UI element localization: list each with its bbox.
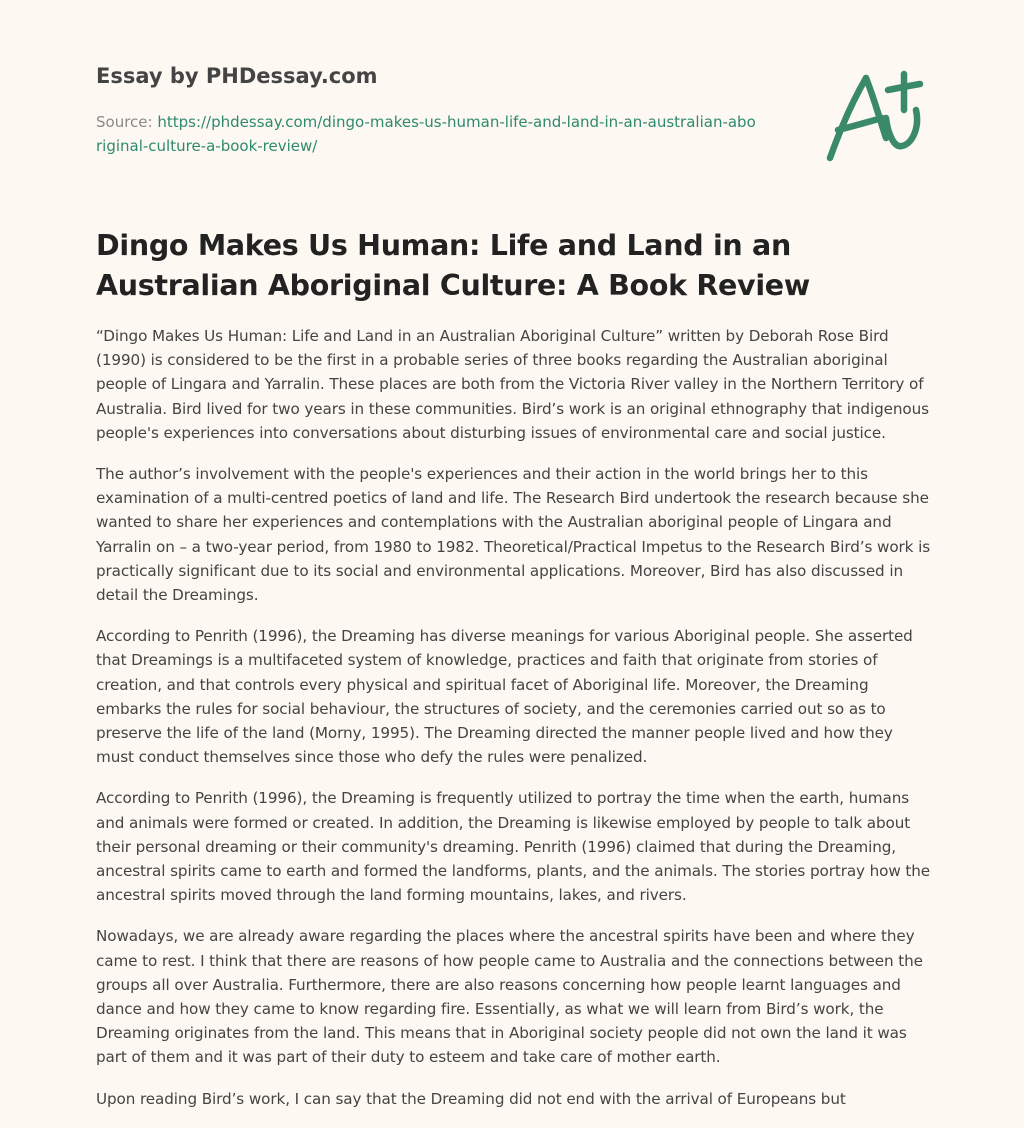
source-line <box>96 110 756 158</box>
essay-title: Dingo Makes Us Human: Life and Land in an Australian Aboriginal Culture: A Book Review <box>96 229 810 302</box>
essay-body <box>96 324 932 1128</box>
source-link[interactable]: https://phdessay.com/dingo-makes-us-human-life-and-land-in-an-australian-aboriginal-culture-a-book-review/ <box>96 113 756 155</box>
site-brand: Essay by PHDessay.com <box>96 64 378 88</box>
source-label: Source: <box>96 113 158 131</box>
essay-paragraph: According to Penrith (1996), the Dreaming has diverse meanings for various Aboriginal people. She asserted that Dreamings is a multifaceted system of knowledge, practices and faith that originate from stories of creation, and that controls every physical and spiritual facet of Aboriginal life. Moreover, the Dreaming embarks the rules for social behaviour, the structures of society, and the ceremonies carried out so as to preserve the life of the land (Morny, 1995). The Dreaming directed the manner people lived and how they must conduct themselves since those who defy the rules were penalized. <box>96 627 913 767</box>
essay-paragraph: Upon reading Bird’s work, I can say that the Dreaming did not end with the arrival of Europeans but <box>96 1089 846 1108</box>
a-plus-grade-logo-icon <box>822 68 926 164</box>
essay-paragraph: Nowadays, we are already aware regarding the places where the ancestral spirits have been and where they came to rest. I think that there are reasons of how people came to Australia and the connections between the groups all over Australia. Furthermore, there are also reasons concerning how people learnt languages and dance and how they came to know regarding fire. Essentially, as what we will learn from Bird’s work, the Dreaming originates from the land. This means that in Aboriginal society people did not own the land it was part of them and it was part of their duty to esteem and take care of mother earth. <box>96 927 923 1067</box>
essay-paragraph: According to Penrith (1996), the Dreaming is frequently utilized to portray the time when the earth, humans and animals were formed or created. In addition, the Dreaming is likewise employed by people to talk about their personal dreaming or their community's dreaming. Penrith (1996) claimed that during the Dreaming, ancestral spirits came to earth and formed the landforms, plants, and the animals. The stories portray how the ancestral spirits moved through the land forming mountains, lakes, and rivers. <box>96 789 931 905</box>
essay-paragraph: “Dingo Makes Us Human: Life and Land in an Australian Aboriginal Culture” written by Deborah Rose Bird (1990) is considered to be the first in a probable series of three books regarding the Australian aboriginal people of Lingara and Yarralin. These places are both from the Victoria River valley in the Northern Territory of Australia. Bird lived for two years in these communities. Bird’s work is an original ethnography that indigenous people's experiences into conversations about disturbing issues of environmental care and social justice. <box>96 327 929 442</box>
essay-paragraph: The author’s involvement with the people's experiences and their action in the world brings her to this examination of a multi-centred poetics of land and life. The Research Bird undertook the research because she wanted to share her experiences and contemplations with the Australian aboriginal people of Lingara and Yarralin on – a two-year period, from 1980 to 1982. Theoretical/Practical Impetus to the Research Bird’s work is practically significant due to its social and environmental applications. Moreover, Bird has also discussed in detail the Dreamings. <box>96 465 931 605</box>
